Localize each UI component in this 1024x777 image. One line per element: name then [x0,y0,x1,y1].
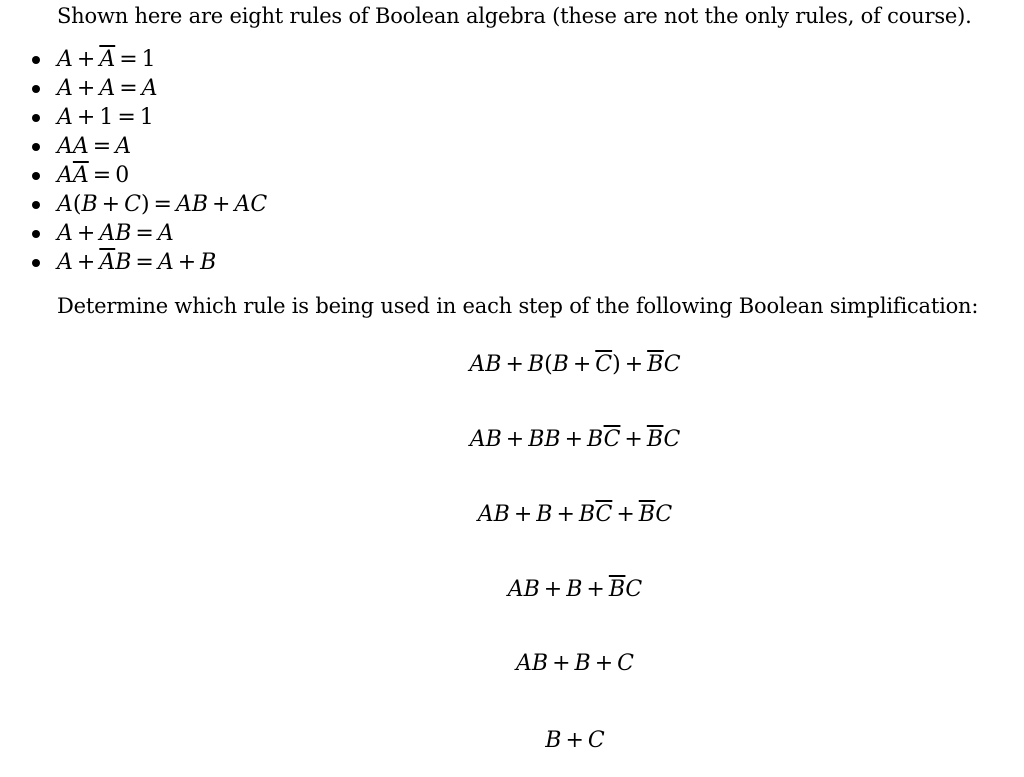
step-6: B + C [545,728,605,753]
rule-2: A + A = A [57,76,158,101]
step-3: AB + $B + B\overline{C} + \overline{B}C$ [477,502,673,527]
rule-4: AA = A [57,134,132,159]
rule-3: A + 1 = 1 [57,105,154,130]
step-1: AB + $B(B + \overline{C}) + \overline{B}C$ [469,352,681,377]
rule-8: $A + \overline{A}B = A + B$ [57,250,217,275]
step-4: AB + $B + \overline{B}C$ [507,577,643,602]
step-5: AB + B + C [516,651,634,676]
step-2: AB + BB + $B\overline{C} + \overline{B}C$ [469,427,681,452]
rule-7: A + AB = A [57,221,174,246]
rule-1: $A + \overline{A} = 1$ [57,47,156,72]
instruction-text: Determine which rule is being used in each step of the following Boolean simplification: [57,294,979,318]
rule-5: $A\overline{A} = 0$ [57,163,130,188]
rule-6: A(B + C) = AB + AC [57,192,268,217]
intro-text: Shown here are eight rules of Boolean algebra (these are not the only rules, of course). [57,4,972,28]
